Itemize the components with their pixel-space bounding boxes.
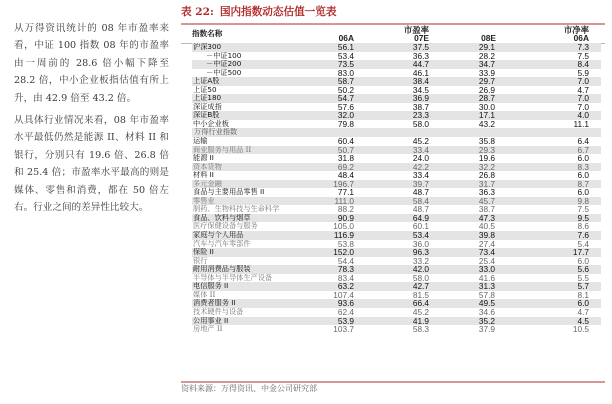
row-value: 36.3 — [412, 51, 429, 61]
row-value: 41.6 — [478, 273, 495, 283]
row-value: 33.0 — [433, 265, 504, 274]
row-value: 64.9 — [358, 214, 433, 223]
row-value: 48.4 — [337, 171, 354, 180]
table-row — [192, 146, 601, 155]
row-value: 7.3 — [504, 43, 601, 52]
table-row — [192, 180, 601, 189]
valuation-table — [192, 25, 601, 334]
table-row — [192, 163, 601, 172]
row-value: 43.2 — [478, 119, 495, 129]
row-value: 29.1 — [433, 43, 504, 52]
row-value: 31.7 — [433, 180, 504, 189]
row-value: 32.0 — [287, 111, 358, 120]
table-caption — [181, 4, 336, 19]
row-name: 运输 — [193, 137, 208, 146]
row-name: 医疗保健设备与服务 — [193, 222, 258, 231]
table-row — [192, 94, 601, 103]
row-value: 33.4 — [358, 146, 433, 155]
table-row — [192, 257, 601, 266]
row-value: 35.2 — [433, 317, 504, 326]
row-name: －中证500 — [206, 68, 242, 77]
table-row — [192, 128, 601, 137]
row-value: 58.4 — [358, 197, 433, 206]
row-value: 25.4 — [478, 256, 495, 266]
row-value: 4.0 — [504, 111, 601, 120]
header-pe-08e: 08E — [481, 33, 496, 44]
row-value: 8.7 — [504, 180, 601, 189]
row-name: 银行 — [193, 256, 208, 265]
row-value: 77.1 — [337, 188, 354, 197]
row-value: 105.0 — [333, 222, 354, 232]
table-row — [192, 248, 601, 257]
row-value: 58.0 — [412, 119, 429, 129]
row-value: 57.8 — [478, 290, 495, 300]
row-value: 9.8 — [504, 197, 601, 206]
row-value: 6.4 — [577, 137, 589, 146]
row-value: 54.4 — [337, 256, 354, 266]
table-row — [192, 291, 601, 300]
row-value: 34.6 — [478, 307, 495, 317]
table-row — [192, 299, 601, 308]
header-pe-07e: 市盈率 07E — [403, 24, 429, 44]
row-value — [287, 128, 358, 137]
row-name: 上证180 — [192, 94, 287, 103]
table-row — [192, 111, 601, 120]
table-row — [192, 120, 601, 129]
row-value: 78.3 — [287, 265, 358, 274]
row-value: 6.0 — [577, 171, 589, 180]
row-value: 31.3 — [433, 282, 504, 291]
row-value: 42.2 — [358, 163, 433, 172]
table-row — [192, 77, 601, 86]
table-row — [192, 205, 601, 214]
row-value: 5.9 — [577, 68, 589, 78]
row-value: 29.3 — [433, 146, 504, 155]
row-value — [358, 128, 433, 137]
row-value: 46.1 — [412, 68, 429, 78]
row-value: 7.0 — [504, 94, 601, 103]
caption-label: 表 22: — [181, 6, 214, 18]
left-paragraph-2: 从具体行业情况来看，08 年市盈率水平最低仍然是能源 II、材料 II 和银行，分别只有 19.6 倍、26.8 倍和 25.4 倍；市盈率水平最高的则是媒体、零售和消费，都在 50 倍左右。行业之间的差异性比较大。 — [14, 115, 169, 214]
table-row — [192, 214, 601, 223]
row-value: 41.9 — [358, 317, 433, 326]
row-value: 58.3 — [412, 325, 429, 334]
table-row — [192, 274, 601, 283]
row-value: 4.5 — [504, 317, 601, 326]
row-name: 深证成指 — [193, 102, 222, 111]
row-name: 公用事业 II — [192, 317, 287, 326]
table-row — [192, 188, 601, 197]
row-value: 103.7 — [333, 325, 354, 334]
row-name: 零售业 — [192, 197, 287, 206]
row-value: 56.1 — [287, 43, 358, 52]
row-name: 多元金融 — [192, 180, 287, 189]
table-row — [192, 137, 601, 146]
row-value: 53.9 — [287, 317, 358, 326]
row-name: 保险 II — [192, 248, 287, 257]
row-name: 食品、饮料与烟草 — [192, 214, 287, 223]
row-value: 66.4 — [358, 299, 433, 308]
row-name: 家庭与个人用品 — [192, 231, 287, 240]
row-value: 33.9 — [478, 68, 495, 78]
row-value: 37.5 — [358, 43, 433, 52]
row-name: 消费者服务 II — [192, 299, 287, 308]
row-value: 33.4 — [412, 171, 429, 180]
header-pe-group: 市盈率 — [403, 24, 429, 35]
row-value: 96.3 — [358, 248, 433, 257]
row-value: 39.8 — [433, 231, 504, 240]
row-value: 5.6 — [504, 265, 601, 274]
row-value: 50.7 — [287, 146, 358, 155]
row-value: 42.0 — [358, 265, 433, 274]
row-value: 8.4 — [504, 60, 601, 69]
row-value: 8.1 — [577, 290, 589, 300]
row-name: 万得行业指数 — [192, 128, 287, 137]
row-name: 资本货物 — [192, 163, 287, 172]
row-value: 38.7 — [478, 205, 495, 214]
table-row — [192, 308, 601, 317]
row-value: 53.8 — [337, 239, 354, 249]
row-value: 40.5 — [478, 222, 495, 232]
row-value: 5.7 — [504, 282, 601, 291]
row-value: 88.2 — [337, 205, 354, 214]
row-value: 58.7 — [287, 77, 358, 86]
table-row — [192, 317, 601, 326]
row-value: 90.9 — [287, 214, 358, 223]
header-index-name: 指数名称 — [192, 28, 223, 38]
row-value: 29.7 — [433, 77, 504, 86]
row-value: 36.9 — [358, 94, 433, 103]
row-value: 33.2 — [412, 256, 429, 266]
row-value: 37.9 — [478, 325, 495, 334]
row-value: 54.7 — [287, 94, 358, 103]
row-name: 深证B股 — [192, 111, 287, 120]
row-value: 45.2 — [412, 307, 429, 317]
row-value: 48.7 — [412, 188, 429, 197]
row-value: 38.4 — [358, 77, 433, 86]
row-name: 上证A股 — [192, 77, 287, 86]
row-value: 30.0 — [478, 102, 495, 112]
row-value: 36.0 — [412, 239, 429, 249]
row-value: 8.6 — [577, 222, 589, 232]
row-value: 26.9 — [478, 85, 495, 95]
row-value: 49.5 — [433, 299, 504, 308]
row-value: 24.0 — [412, 154, 429, 163]
row-value: 62.4 — [337, 307, 354, 317]
row-value: 7.6 — [504, 231, 601, 240]
row-name: 能源 II — [193, 154, 214, 163]
table-body — [192, 43, 601, 334]
row-value: 116.9 — [287, 231, 358, 240]
table-row — [192, 197, 601, 206]
row-value: 48.7 — [412, 205, 429, 214]
row-value: 28.7 — [433, 94, 504, 103]
row-name: 食品与主要用品零售 II — [193, 188, 265, 197]
row-value: 36.3 — [478, 188, 495, 197]
row-value: 50.2 — [337, 85, 354, 95]
row-value: 58.0 — [412, 273, 429, 283]
header-pe-06a: 06A — [338, 33, 354, 44]
row-value: 7.0 — [504, 77, 601, 86]
row-value: 53.4 — [337, 51, 354, 61]
row-value: 11.1 — [573, 119, 589, 129]
row-value: 83.0 — [337, 68, 354, 78]
row-value: 45.7 — [433, 197, 504, 206]
row-value: 27.4 — [478, 239, 495, 249]
table-row — [192, 231, 601, 240]
row-value: 60.1 — [412, 222, 429, 232]
row-value: 26.8 — [478, 171, 495, 180]
row-value — [433, 128, 504, 137]
row-name: 媒体 II — [193, 290, 216, 299]
row-value: 93.6 — [287, 299, 358, 308]
table-row — [192, 69, 601, 78]
row-value: 28.2 — [478, 51, 495, 61]
row-value: 6.0 — [577, 256, 589, 266]
row-value: 31.8 — [337, 154, 354, 163]
row-value — [504, 128, 601, 137]
row-value: 4.7 — [577, 307, 589, 317]
table-row — [192, 103, 601, 112]
source-note: 资料来源：万得资讯、中金公司研究部 — [181, 384, 317, 393]
row-value: 81.5 — [412, 290, 429, 300]
table-row — [192, 222, 601, 231]
row-value: 47.3 — [433, 214, 504, 223]
row-name: 中小企业板 — [193, 119, 229, 128]
row-value: 35.8 — [478, 137, 495, 146]
header-pb-06a: 市净率 06A — [563, 24, 589, 44]
caption-title: 国内指数动态估值一览表 — [219, 6, 337, 18]
row-value: 6.7 — [504, 146, 601, 155]
row-value: 17.7 — [504, 248, 601, 257]
row-value: 6.0 — [577, 188, 589, 197]
table-row — [192, 60, 601, 69]
row-value: 44.7 — [358, 60, 433, 69]
table-row — [192, 240, 601, 249]
row-name: 商业服务与用品 II — [192, 146, 287, 155]
row-value: 196.7 — [287, 180, 358, 189]
row-name: 电信服务 II — [192, 282, 287, 291]
row-value: 5.5 — [577, 273, 589, 283]
row-name: 耐用消费品与服装 — [192, 265, 287, 274]
row-value: 107.4 — [333, 290, 354, 300]
row-value: 83.4 — [337, 273, 354, 283]
table-row — [192, 154, 601, 163]
row-value: 69.2 — [287, 163, 358, 172]
row-value: 45.2 — [412, 137, 429, 146]
table-header-row — [192, 25, 601, 43]
row-value: 6.0 — [577, 154, 589, 163]
header-pb-group: 市净率 — [563, 24, 589, 35]
row-value: 7.0 — [577, 102, 589, 112]
row-value: 6.0 — [504, 299, 601, 308]
row-value: 9.5 — [504, 214, 601, 223]
row-value: 73.4 — [433, 248, 504, 257]
row-value: 38.7 — [412, 102, 429, 112]
row-name: 技术硬件与设备 — [193, 307, 244, 316]
row-value: 57.6 — [337, 102, 354, 112]
table-row — [192, 325, 601, 334]
row-name: 房地产 II — [193, 325, 223, 334]
row-value: 10.5 — [572, 325, 589, 334]
table-row — [192, 265, 601, 274]
row-name: －中证200 — [192, 60, 287, 69]
row-value: 7.5 — [577, 51, 589, 61]
table-row — [192, 282, 601, 291]
row-name: 汽车与汽车零部件 — [193, 239, 251, 248]
row-value: 7.5 — [577, 205, 589, 214]
table-row — [192, 52, 601, 61]
left-paragraph-1: 从万得资讯统计的 08 年市盈率来看，中证 100 指数 08 年的市盈率由一周前的 28.6 倍小幅下降至 28.2 倍，中小企业板指估值有所上升，由 42.9 倍至 43.2 倍。 — [14, 23, 169, 104]
row-value: 63.2 — [287, 282, 358, 291]
row-value: 53.4 — [358, 231, 433, 240]
row-value: 19.6 — [478, 154, 495, 163]
row-value: 60.4 — [337, 137, 354, 146]
row-value: 111.0 — [287, 197, 358, 206]
row-name: 材料 II — [193, 171, 214, 180]
row-value: 32.2 — [433, 163, 504, 172]
row-value: 4.7 — [577, 85, 589, 95]
row-value: 152.0 — [287, 248, 358, 257]
row-value: 39.7 — [358, 180, 433, 189]
row-value: 34.7 — [433, 60, 504, 69]
row-name: 上证50 — [193, 85, 217, 94]
row-name: －中证100 — [206, 51, 242, 60]
row-value: 17.1 — [433, 111, 504, 120]
row-name: 沪深300 — [192, 43, 287, 52]
row-value: 73.5 — [287, 60, 358, 69]
table-row — [192, 171, 601, 180]
row-value: 34.5 — [412, 85, 429, 95]
row-value: 42.7 — [358, 282, 433, 291]
row-value: 23.3 — [358, 111, 433, 120]
row-value: 8.3 — [504, 163, 601, 172]
row-value: 79.8 — [337, 119, 354, 129]
row-name: 制药、生物科技与生命科学 — [193, 205, 280, 214]
row-name: 半导体与半导体生产设备 — [193, 273, 273, 282]
table-row — [192, 43, 601, 52]
table-row — [192, 86, 601, 95]
row-value: 5.4 — [577, 239, 589, 249]
